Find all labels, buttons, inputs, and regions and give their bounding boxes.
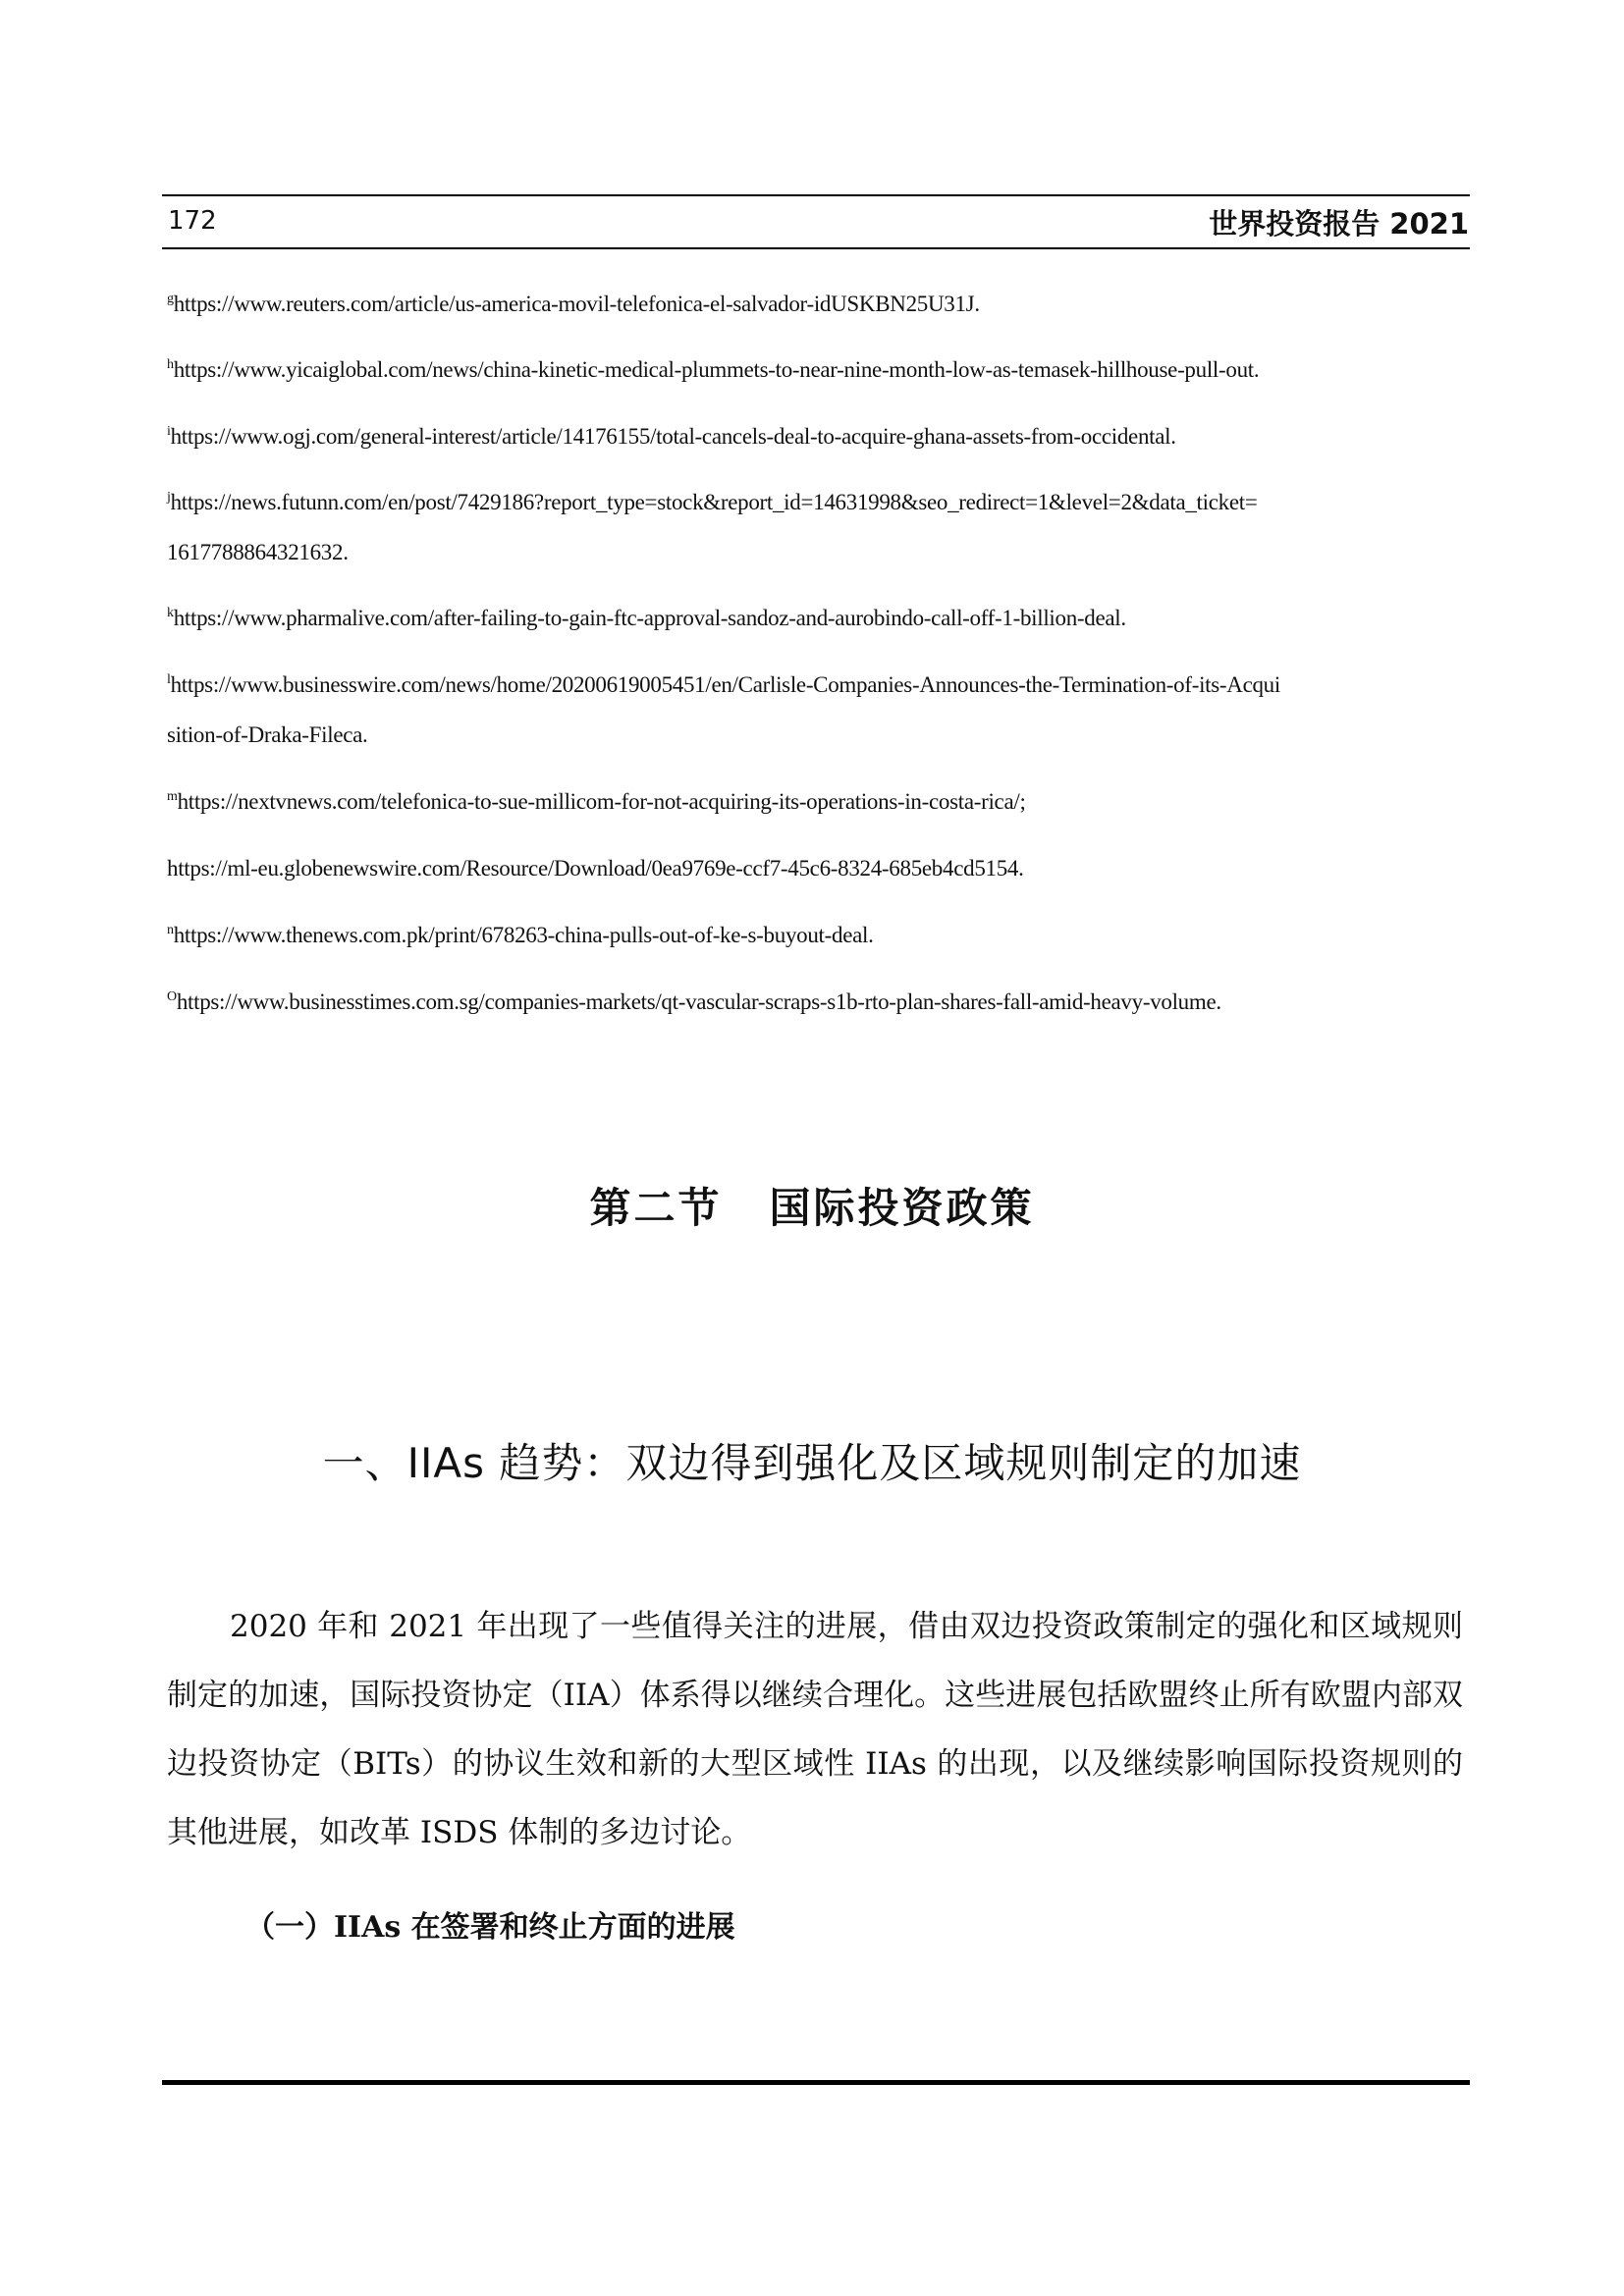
running-title: 世界投资报告 2021 [1209,207,1469,240]
footnote-link[interactable]: https://www.businesswire.com/news/home/20200619005451/en/Carlisle-Companies-Announces-the-Termination-of-its-Acqui [170,672,1280,697]
footer-rule [162,2080,1470,2085]
section-number: 第二节 [589,1184,723,1232]
footnote-o[interactable] [167,989,1221,1015]
footnote-link[interactable]: https://www.yicaiglobal.com/news/china-kinetic-medical-plummets-to-near-nine-month-low-as-temasek-hillhouse-pull-out. [173,357,1260,382]
section-title [0,1176,1624,1235]
footnote-link[interactable]: https://www.reuters.com/article/us-america-movil-telefonica-el-salvador-idUSKBN25U31J. [173,292,980,316]
footnote-l-continued[interactable] [167,722,368,748]
footnote-mark: k [167,606,174,620]
footnote-link[interactable]: https://nextvnews.com/telefonica-to-sue-millicom-for-not-acquiring-its-operations-in-costa-rica/; [177,789,1026,814]
body-paragraph: 2020 年和 2021 年出现了一些值得关注的进展，借由双边投资政策制定的强化和区域规则制定的加速，国际投资协定（IIA）体系得以继续合理化。这些进展包括欧盟终止所有欧盟内部双边投资协定（BITs）的协议生效和新的大型区域性 IIAs 的出现，以及继续影响国际投资规则的其他进展，如改革 ISDS 体制的多边讨论。 [167,1609,1463,1850]
footnote-link[interactable]: https://www.pharmalive.com/after-failing-to-gain-ftc-approval-sandoz-and-aurobindo-call-off-1-billion-deal. [173,606,1126,630]
footnote-k[interactable] [167,606,1126,631]
footnote-mark: j [167,490,171,505]
page-number: 172 [168,206,217,236]
header-rule-bottom [162,247,1470,249]
footnote-m[interactable] [167,789,1026,815]
footnote-mark: i [167,424,171,439]
footnote-i[interactable] [167,424,1176,450]
footnote-link[interactable]: https://www.ogj.com/general-interest/article/14176155/total-cancels-deal-to-acquire-ghana-assets-from-occidental. [170,424,1176,449]
footnote-link[interactable]: https://news.futunn.com/en/post/7429186?report_type=stock&report_id=14631998&seo_redirect=1&level=2&data_ticket= [170,490,1258,514]
header-rule-top [162,194,1470,196]
footnote-mark: g [167,292,174,306]
footnote-l[interactable] [167,672,1280,698]
footnote-link[interactable]: https://www.businesstimes.com.sg/companies-markets/qt-vascular-scraps-s1b-rto-plan-shares-fall-amid-heavy-volume. [176,989,1221,1014]
footnote-link[interactable]: https://www.thenews.com.pk/print/678263-china-pulls-out-of-ke-s-buyout-deal. [173,923,874,947]
footnote-n[interactable] [167,923,874,948]
footnote-link[interactable]: https://ml-eu.globenewswire.com/Resource/Download/0ea9769e-ccf7-45c6-8324-685eb4cd5154. [167,856,1024,881]
footnote-mark: m [167,789,178,804]
section-name: 国际投资政策 [769,1184,1035,1232]
subsection-title: 一、IIAs 趋势：双边得到强化及区域规则制定的加速 [322,1439,1302,1487]
footnote-j[interactable] [167,490,1258,515]
footnote-mark: O [167,989,177,1004]
footnote-link[interactable]: 1617788864321632. [167,540,349,564]
footnote-link[interactable]: sition-of-Draka-Fileca. [167,722,368,747]
footnote-j-continued[interactable] [167,540,349,565]
sub-heading: （一）IIAs 在签署和终止方面的进展 [245,1910,735,1945]
footnote-m-second-link[interactable] [167,856,1024,881]
footnote-h[interactable] [167,357,1259,383]
footnote-mark: n [167,923,174,937]
footnote-g[interactable] [167,292,980,317]
footnote-mark: l [167,672,171,687]
footnote-mark: h [167,357,174,372]
